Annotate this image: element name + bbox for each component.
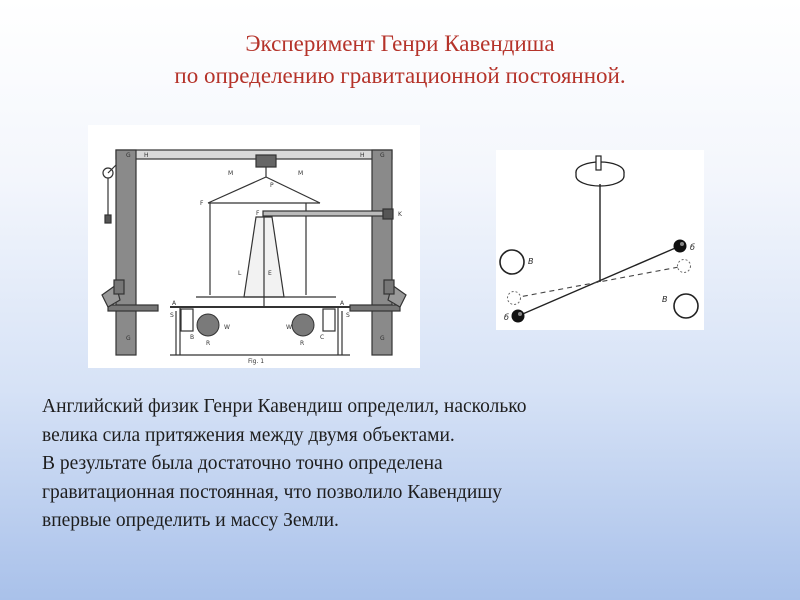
title-line-1: Эксперимент Генри Кавендиша	[245, 31, 555, 56]
label-w: W	[224, 324, 230, 331]
label-r-right: R	[300, 340, 305, 347]
small-ball-right	[674, 240, 687, 253]
label-l: L	[238, 270, 242, 277]
small-ball-left	[512, 310, 525, 323]
label-k: K	[398, 211, 402, 218]
label-h-right: H	[360, 152, 365, 159]
label-s: S	[170, 312, 174, 319]
body-line-1: Английский физик Генри Кавендиш определил, насколько	[42, 396, 527, 417]
label-g-bottom: G	[126, 335, 131, 342]
label-s-right: S	[346, 312, 350, 319]
slide-title	[0, 28, 800, 92]
body-line-5: впервые определить и массу Земли.	[42, 510, 339, 531]
label-c: C	[320, 334, 325, 341]
label-m-right: M	[298, 170, 304, 177]
label-r: R	[206, 340, 211, 347]
slide-body-text	[42, 393, 762, 536]
body-line-3: В результате была достаточно точно определена	[42, 453, 443, 474]
torsion-drawing	[496, 150, 704, 330]
small-ball-ghost-right	[678, 260, 691, 273]
label-g-right: G	[380, 152, 385, 159]
label-w-right: W	[286, 324, 292, 331]
figure-caption: Fig. 1	[248, 358, 265, 365]
large-ball-left	[500, 250, 524, 274]
label-large-left: В	[528, 257, 534, 266]
label-g-bottom-right: G	[380, 335, 385, 342]
large-ball-left	[197, 314, 219, 336]
label-p: P	[270, 182, 274, 189]
small-ball-ghost-left	[508, 292, 521, 305]
torsion-balance-diagram	[496, 150, 704, 330]
large-ball-right	[292, 314, 314, 336]
label-b: B	[190, 334, 195, 341]
label-large-right: В	[662, 295, 668, 304]
label-f-center: F	[256, 210, 260, 217]
label-g: G	[126, 152, 131, 159]
title-line-2: по определению гравитационной постоянной.	[174, 63, 626, 88]
label-a-right: A	[340, 300, 345, 307]
label-small-left: б	[504, 313, 509, 322]
apparatus-drawing	[88, 125, 420, 368]
cavendish-apparatus-figure	[88, 125, 420, 368]
label-a: A	[172, 300, 177, 307]
label-f: F	[200, 200, 204, 207]
label-e: E	[268, 270, 272, 277]
label-small-right: б	[690, 243, 695, 252]
large-ball-right	[674, 294, 698, 318]
label-m: M	[228, 170, 234, 177]
body-line-2: велика сила притяжения между двумя объектами.	[42, 424, 455, 446]
label-h: H	[144, 152, 149, 159]
body-line-4: гравитационная постоянная, что позволило Кавендишу	[42, 481, 503, 503]
